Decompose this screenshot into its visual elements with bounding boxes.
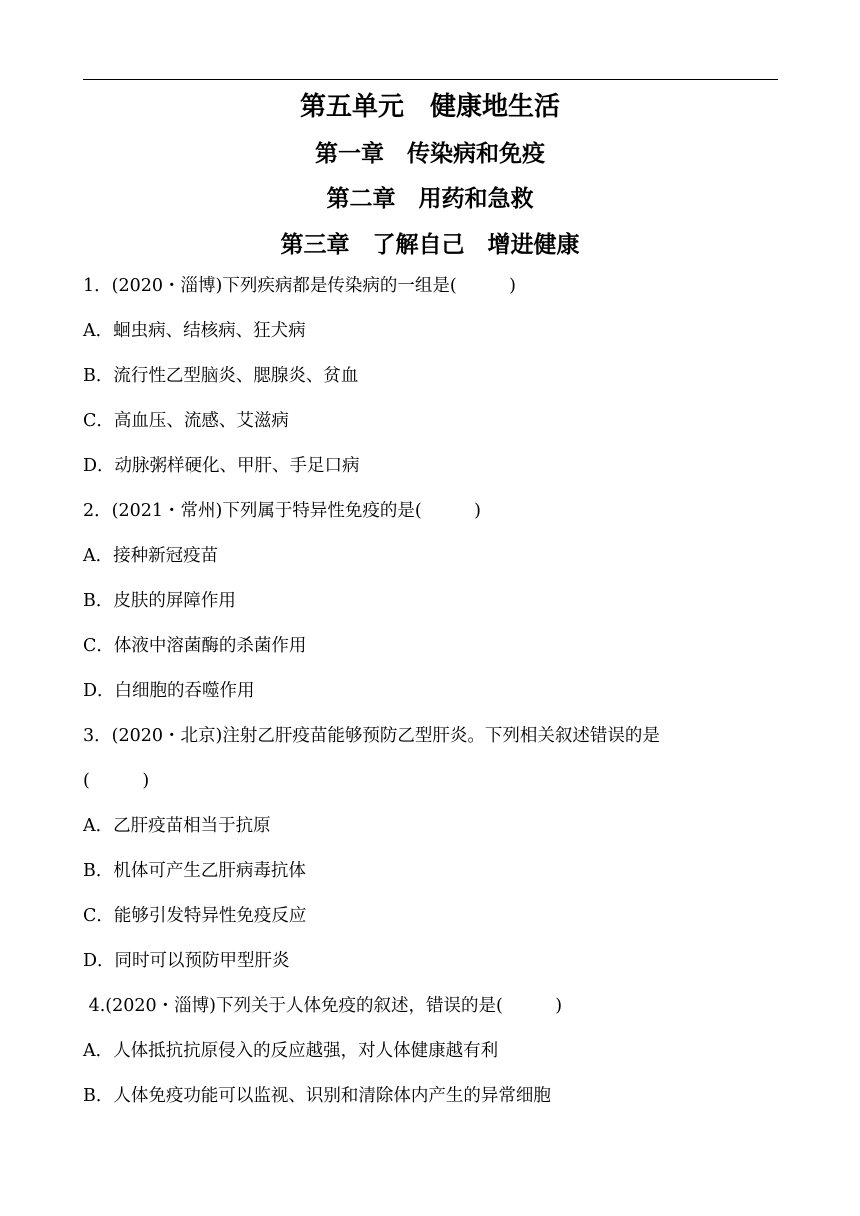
- q2-option-b: B．皮肤的屏障作用: [83, 591, 236, 611]
- question-3-blank: ( ): [83, 771, 150, 791]
- q1-option-a: A．蛔虫病、结核病、狂犬病: [83, 321, 306, 341]
- q1-option-c: C．高血压、流感、艾滋病: [83, 411, 289, 431]
- q2-option-c: C．体液中溶菌酶的杀菌作用: [83, 636, 307, 656]
- q3-option-b: B．机体可产生乙肝病毒抗体: [83, 861, 306, 881]
- question-3: 3．(2020・北京)注射乙肝疫苗能够预防乙型肝炎。下列相关叙述错误的是: [83, 726, 660, 746]
- q2-option-a: A．接种新冠疫苗: [83, 546, 219, 566]
- q3-option-c: C．能够引发特异性免疫反应: [83, 906, 307, 926]
- q4-option-b: B．人体免疫功能可以监视、识别和清除体内产生的异常细胞: [83, 1086, 551, 1106]
- chapter-3-title: 第三章 了解自己 增进健康: [280, 232, 580, 258]
- q3-option-a: A．乙肝疫苗相当于抗原: [83, 816, 271, 836]
- question-2: 2．(2021・常州)下列属于特异性免疫的是( ): [83, 501, 481, 521]
- q1-option-b: B．流行性乙型脑炎、腮腺炎、贫血: [83, 366, 359, 386]
- q1-option-d: D．动脉粥样硬化、甲肝、手足口病: [83, 456, 360, 476]
- q2-option-d: D．白细胞的吞噬作用: [83, 681, 255, 701]
- unit-title: 第五单元 健康地生活: [299, 92, 560, 122]
- q4-option-a: A．人体抵抗抗原侵入的反应越强，对人体健康越有利: [83, 1041, 499, 1061]
- header-rule: [83, 79, 778, 80]
- question-4: 4.(2020・淄博)下列关于人体免疫的叙述，错误的是( ): [83, 996, 563, 1016]
- question-1: 1．(2020・淄博)下列疾病都是传染病的一组是( ): [83, 276, 516, 296]
- chapter-2-title: 第二章 用药和急救: [326, 186, 534, 212]
- q3-option-d: D．同时可以预防甲型肝炎: [83, 951, 290, 971]
- chapter-1-title: 第一章 传染病和免疫: [315, 141, 545, 167]
